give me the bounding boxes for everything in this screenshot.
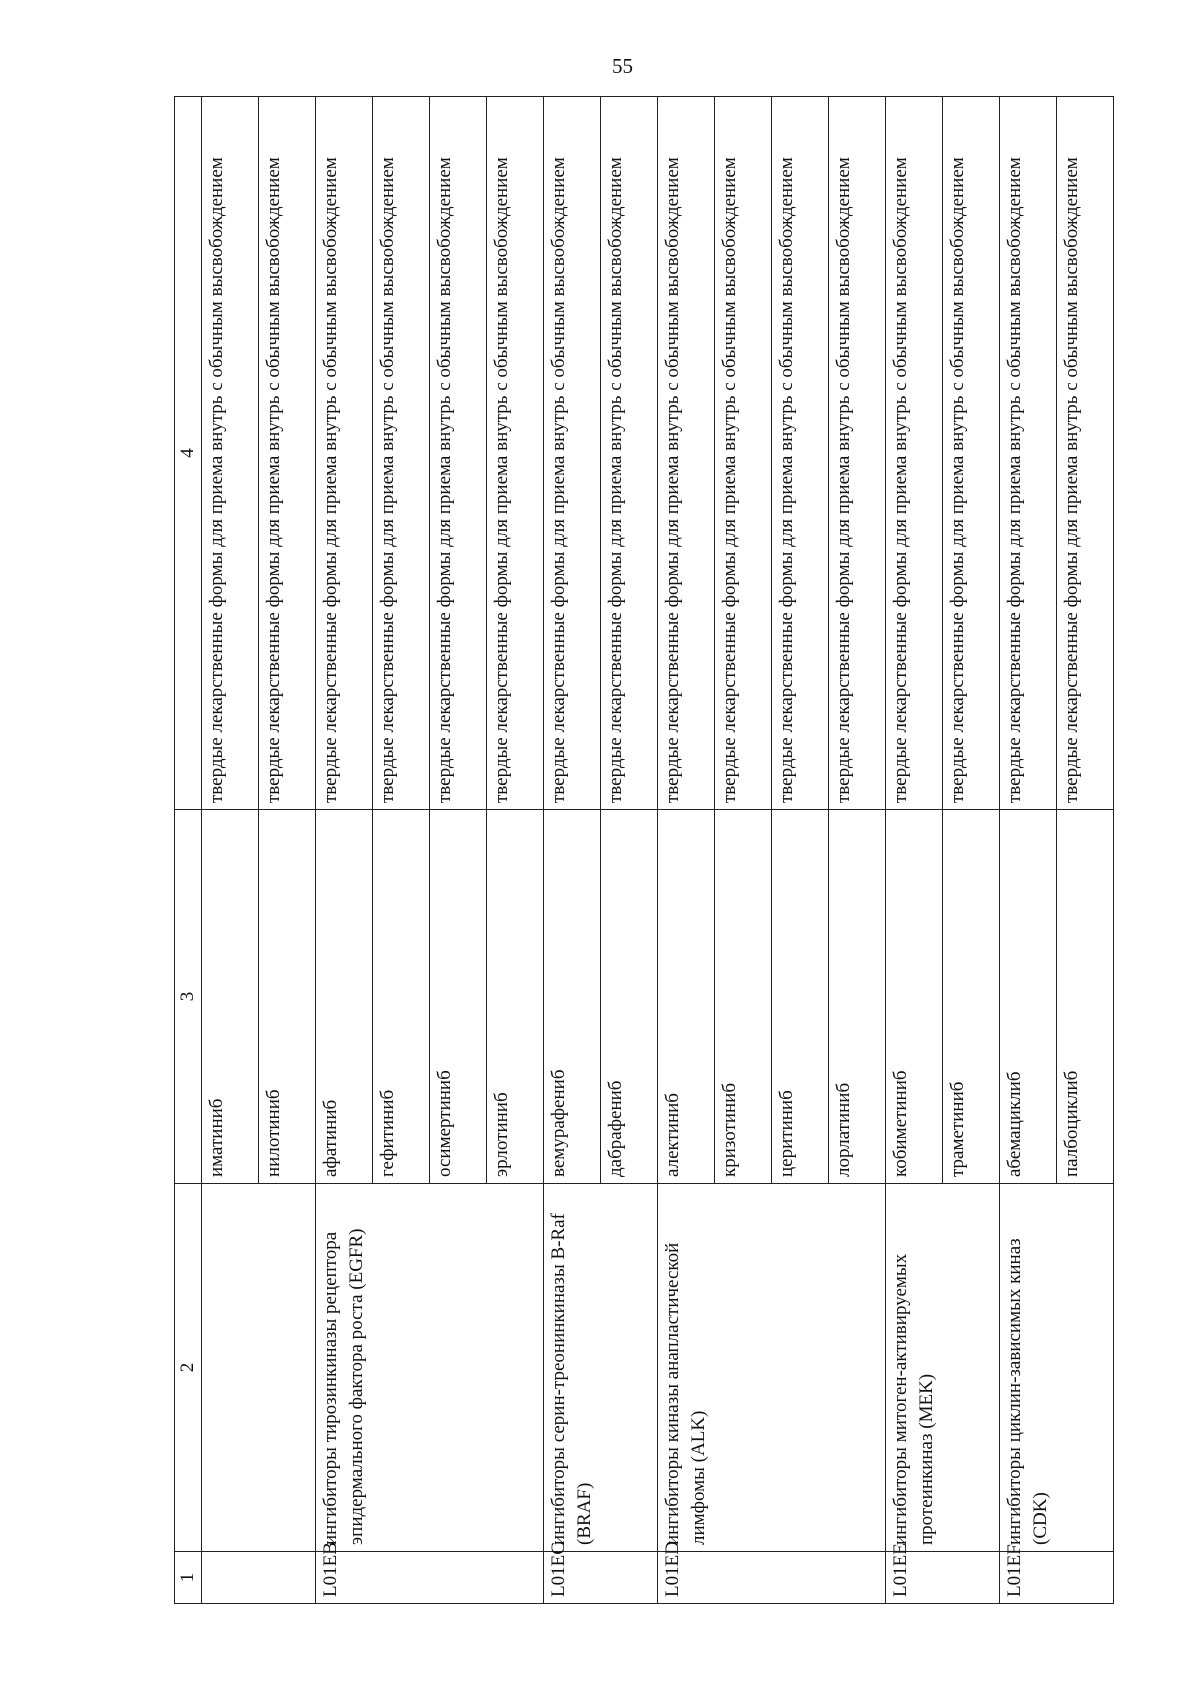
dosage-form-cell: твердые лекарственные формы для приема внутрь с обычным высвобождением xyxy=(943,97,1000,810)
group-name-cell: ингибиторы циклин-зависимых киназ (CDK) xyxy=(1000,1184,1114,1552)
table-row xyxy=(544,97,601,1604)
atc-code-cell: L01EC xyxy=(544,1552,658,1604)
dosage-form-cell: твердые лекарственные формы для приема внутрь с обычным высвобождением xyxy=(487,97,544,810)
table-row xyxy=(202,97,259,1604)
drug-name-cell: иматиниб xyxy=(202,810,259,1184)
dosage-form-cell: твердые лекарственные формы для приема внутрь с обычным высвобождением xyxy=(202,97,259,810)
drug-name-cell: кризотиниб xyxy=(715,810,772,1184)
drug-name-cell: палбоциклиб xyxy=(1057,810,1114,1184)
drug-name-cell: эрлотиниб xyxy=(487,810,544,1184)
table-row xyxy=(886,97,943,1604)
drug-table xyxy=(174,96,1114,1604)
header-col-3: 3 xyxy=(175,810,202,1184)
group-name-cell: ингибиторы митоген-активируемых протеинкиназ (MEK) xyxy=(886,1184,1000,1552)
drug-name-cell: гефитиниб xyxy=(373,810,430,1184)
dosage-form-cell: твердые лекарственные формы для приема внутрь с обычным высвобождением xyxy=(259,97,316,810)
table-header-row xyxy=(175,97,202,1604)
drug-name-cell: алектиниб xyxy=(658,810,715,1184)
drug-name-cell: нилотиниб xyxy=(259,810,316,1184)
drug-name-cell: церитиниб xyxy=(772,810,829,1184)
drug-name-cell: афатиниб xyxy=(316,810,373,1184)
dosage-form-cell: твердые лекарственные формы для приема внутрь с обычным высвобождением xyxy=(544,97,601,810)
dosage-form-cell: твердые лекарственные формы для приема внутрь с обычным высвобождением xyxy=(658,97,715,810)
dosage-form-cell: твердые лекарственные формы для приема внутрь с обычным высвобождением xyxy=(373,97,430,810)
drug-name-cell: абемациклиб xyxy=(1000,810,1057,1184)
group-name-cell xyxy=(202,1184,316,1552)
header-col-1: 1 xyxy=(175,1552,202,1604)
dosage-form-cell: твердые лекарственные формы для приема внутрь с обычным высвобождением xyxy=(316,97,373,810)
group-name-cell: ингибиторы киназы анапластической лимфомы (ALK) xyxy=(658,1184,886,1552)
dosage-form-cell: твердые лекарственные формы для приема внутрь с обычным высвобождением xyxy=(829,97,886,810)
drug-name-cell: осимертиниб xyxy=(430,810,487,1184)
drug-name-cell: вемурафениб xyxy=(544,810,601,1184)
table-row xyxy=(658,97,715,1604)
drug-name-cell: лорлатиниб xyxy=(829,810,886,1184)
atc-code-cell: L01ED xyxy=(658,1552,886,1604)
page-number: 55 xyxy=(612,54,633,78)
drug-name-cell: кобиметиниб xyxy=(886,810,943,1184)
drug-name-cell: траметиниб xyxy=(943,810,1000,1184)
atc-code-cell: L01EF xyxy=(1000,1552,1114,1604)
table-row xyxy=(316,97,373,1604)
dosage-form-cell: твердые лекарственные формы для приема внутрь с обычным высвобождением xyxy=(430,97,487,810)
dosage-form-cell: твердые лекарственные формы для приема внутрь с обычным высвобождением xyxy=(772,97,829,810)
drug-name-cell: дабрафениб xyxy=(601,810,658,1184)
dosage-form-cell: твердые лекарственные формы для приема внутрь с обычным высвобождением xyxy=(715,97,772,810)
atc-code-cell xyxy=(202,1552,316,1604)
dosage-form-cell: твердые лекарственные формы для приема внутрь с обычным высвобождением xyxy=(1057,97,1114,810)
dosage-form-cell: твердые лекарственные формы для приема внутрь с обычным высвобождением xyxy=(886,97,943,810)
atc-code-cell: L01EE xyxy=(886,1552,1000,1604)
header-col-4: 4 xyxy=(175,97,202,810)
atc-code-cell: L01EB xyxy=(316,1552,544,1604)
table-body xyxy=(202,97,1114,1604)
dosage-form-cell: твердые лекарственные формы для приема внутрь с обычным высвобождением xyxy=(601,97,658,810)
drug-table-container xyxy=(174,96,1082,1604)
dosage-form-cell: твердые лекарственные формы для приема внутрь с обычным высвобождением xyxy=(1000,97,1057,810)
group-name-cell: ингибиторы серин-треонинкиназы B-Raf (BRAF) xyxy=(544,1184,658,1552)
table-row xyxy=(1000,97,1057,1604)
header-col-2: 2 xyxy=(175,1184,202,1552)
group-name-cell: ингибиторы тирозинкиназы рецептора эпидермального фактора роста (EGFR) xyxy=(316,1184,544,1552)
